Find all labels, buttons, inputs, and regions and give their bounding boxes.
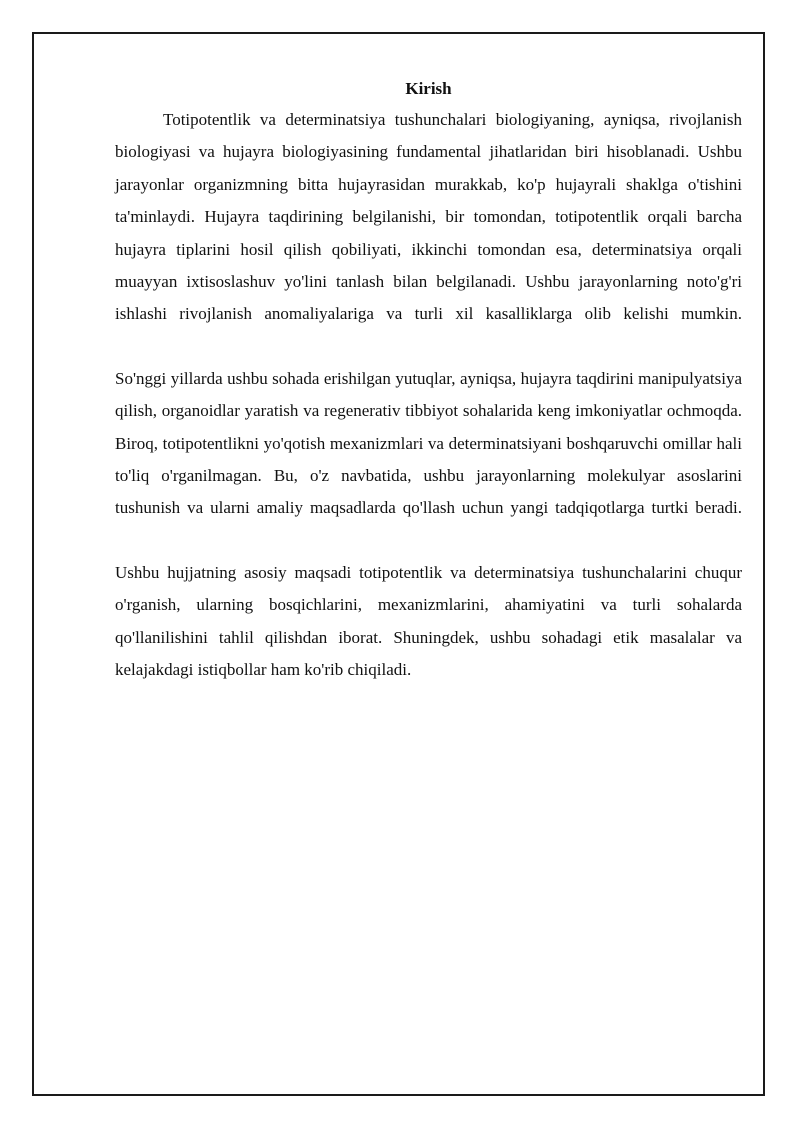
document-body <box>115 74 742 687</box>
paragraph-spacer <box>115 525 742 557</box>
paragraph-spacer <box>115 331 742 363</box>
paragraph-advances: So'nggi yillarda ushbu sohada erishilgan yutuqlar, ayniqsa, hujayra taqdirini manipulyatsiya qilish, organoidlar yaratish va regenerativ tibbiyot sohalarida keng imkoniyatlar ochmoqda. Biroq, totipotentlikni yo'qotish mexanizmlari va determinatsiyani boshqaruvchi omillar hali to'liq o'rganilmagan. Bu, o'z navbatida, ushbu jarayonlarning molekulyar asoslarini tushunish va ularni amaliy maqsadlarda qo'llash uchun yangi tadqiqotlarga turtki beradi. <box>115 368 742 518</box>
paragraph-purpose: Ushbu hujjatning asosiy maqsadi totipotentlik va determinatsiya tushunchalarini chuqur o'rganish, ularning bosqichlarini, mexanizmlarini, ahamiyatini va turli sohalarda qo'llanilishini tahlil qilishdan iborat. Shuningdek, ushbu sohadagi etik masalalar va kelajakdagi istiqbollar ham ko'rib chiqiladi. <box>115 562 742 680</box>
section-heading: Kirish <box>405 79 452 98</box>
paragraph-intro: Totipotentlik va determinatsiya tushunchalari biologiyaning, ayniqsa, rivojlanish biologiyasi va hujayra biologiyasining fundamental jihatlaridan biri hisoblanadi. Ushbu jarayonlar organizmning bitta hujayrasidan murakkab, ko'p hujayrali shaklga o'tishini ta'minlaydi. Hujayra taqdirining belgilanishi, bir tomondan, totipotentlik orqali barcha hujayra tiplarini hosil qilish qobiliyati, ikkinchi tomondan esa, determinatsiya orqali muayyan ixtisoslashuv yo'lini tanlash bilan belgilanadi. Ushbu jarayonlarning noto'g'ri ishlashi rivojlanish anomaliyalariga va turli xil kasalliklarga olib kelishi mumkin. <box>115 110 742 324</box>
